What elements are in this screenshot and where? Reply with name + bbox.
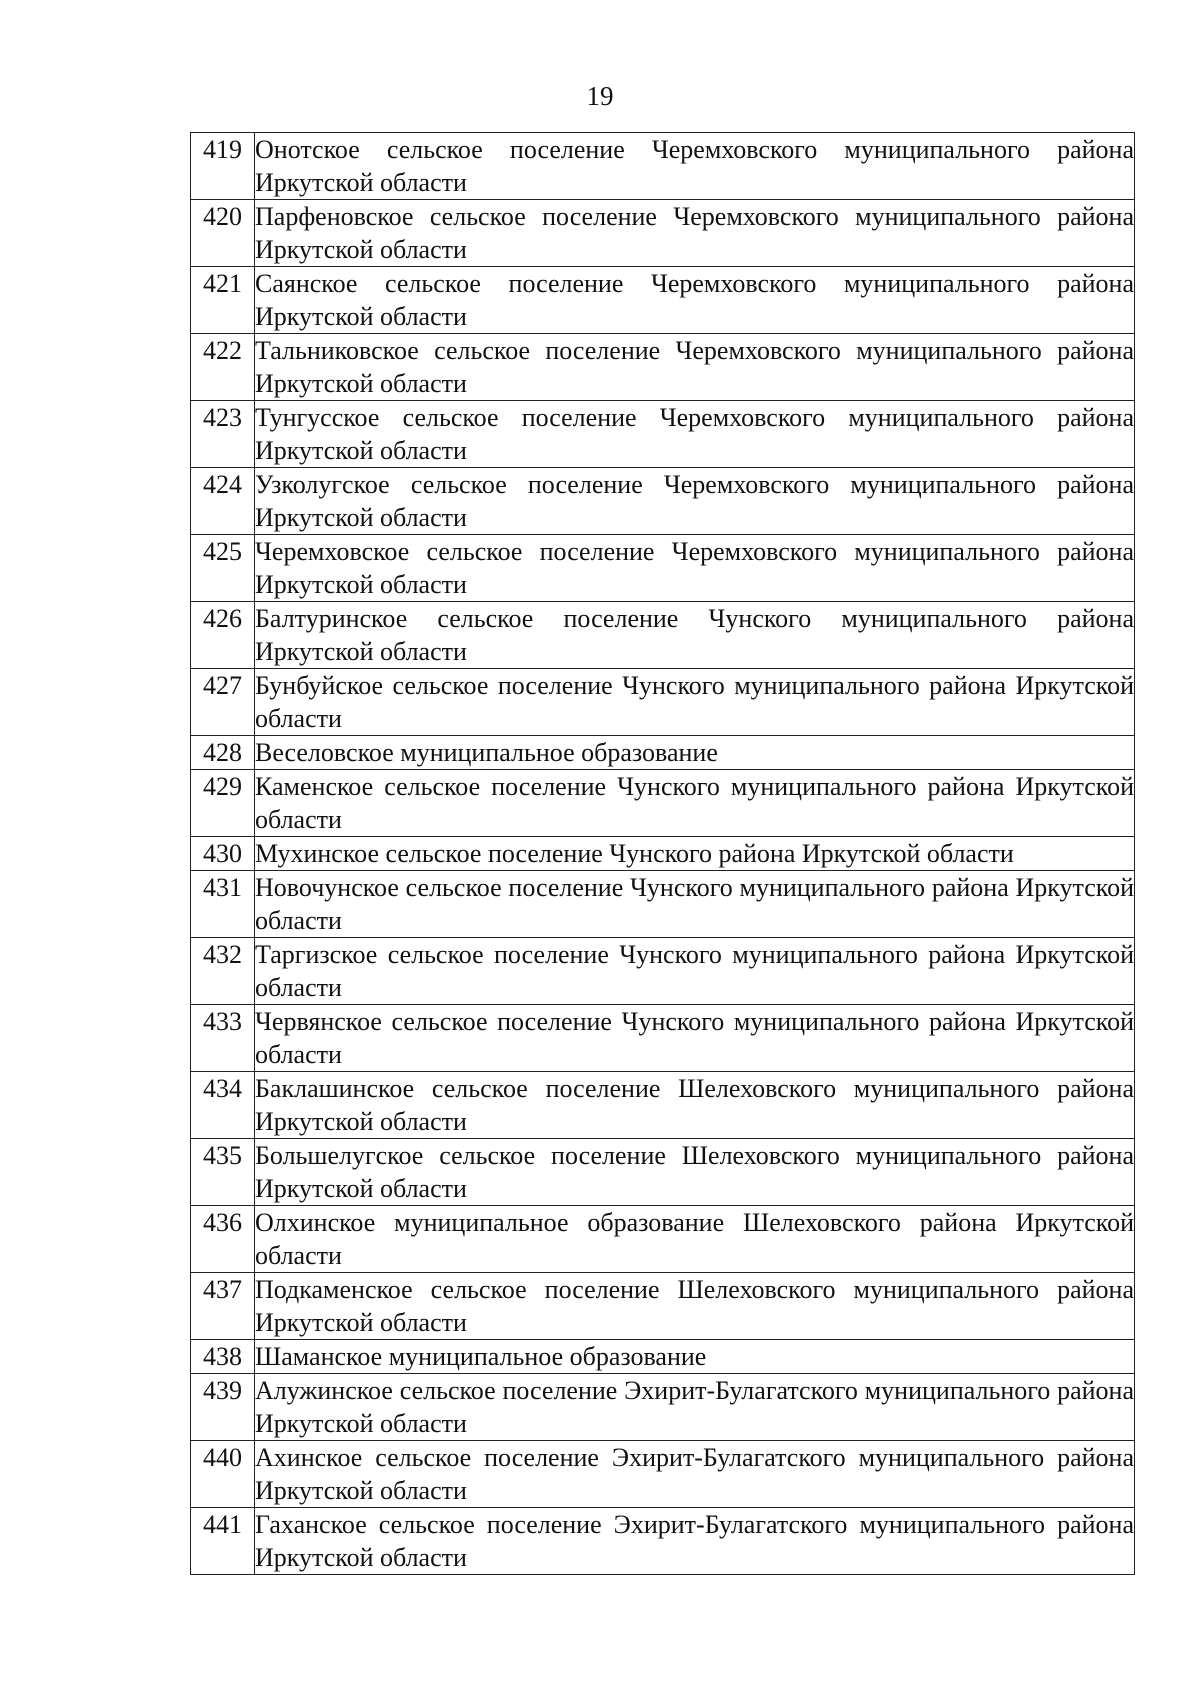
table-row bbox=[191, 1508, 1135, 1575]
table-row bbox=[191, 1441, 1135, 1508]
table-row bbox=[191, 1139, 1135, 1206]
municipality-name: Узколугское сельское поселение Черемховского муниципального района Иркутской области bbox=[255, 468, 1135, 535]
table-row bbox=[191, 267, 1135, 334]
municipality-name: Веселовское муниципальное образование bbox=[255, 736, 1135, 770]
municipality-name: Шаманское муниципальное образование bbox=[255, 1340, 1135, 1374]
municipality-name: Гаханское сельское поселение Эхирит-Булагатского муниципального района Иркутской области bbox=[255, 1508, 1135, 1575]
row-number: 437 bbox=[191, 1273, 255, 1340]
municipality-name: Баклашинское сельское поселение Шелеховского муниципального района Иркутской области bbox=[255, 1072, 1135, 1139]
table-row bbox=[191, 334, 1135, 401]
municipality-name: Подкаменское сельское поселение Шелеховского муниципального района Иркутской области bbox=[255, 1273, 1135, 1340]
municipality-name: Тальниковское сельское поселение Черемховского муниципального района Иркутской области bbox=[255, 334, 1135, 401]
row-number: 439 bbox=[191, 1374, 255, 1441]
row-number: 435 bbox=[191, 1139, 255, 1206]
municipality-name: Ахинское сельское поселение Эхирит-Булагатского муниципального района Иркутской области bbox=[255, 1441, 1135, 1508]
row-number: 421 bbox=[191, 267, 255, 334]
table-row bbox=[191, 938, 1135, 1005]
row-number: 425 bbox=[191, 535, 255, 602]
municipality-name: Парфеновское сельское поселение Черемховского муниципального района Иркутской области bbox=[255, 200, 1135, 267]
row-number: 423 bbox=[191, 401, 255, 468]
page-number: 19 bbox=[586, 81, 614, 111]
table-row bbox=[191, 200, 1135, 267]
row-number: 422 bbox=[191, 334, 255, 401]
row-number: 440 bbox=[191, 1441, 255, 1508]
row-number: 427 bbox=[191, 669, 255, 736]
table-row bbox=[191, 1273, 1135, 1340]
municipality-name: Каменское сельское поселение Чунского муниципального района Иркутской области bbox=[255, 770, 1135, 837]
row-number: 426 bbox=[191, 602, 255, 669]
table-row bbox=[191, 1206, 1135, 1273]
row-number: 438 bbox=[191, 1340, 255, 1374]
row-number: 429 bbox=[191, 770, 255, 837]
municipality-name: Тунгусское сельское поселение Черемховского муниципального района Иркутской области bbox=[255, 401, 1135, 468]
row-number: 441 bbox=[191, 1508, 255, 1575]
table-row bbox=[191, 770, 1135, 837]
row-number: 431 bbox=[191, 871, 255, 938]
municipality-name: Онотское сельское поселение Черемховского муниципального района Иркутской области bbox=[255, 133, 1135, 200]
row-number: 433 bbox=[191, 1005, 255, 1072]
row-number: 432 bbox=[191, 938, 255, 1005]
row-number: 430 bbox=[191, 837, 255, 871]
row-number: 419 bbox=[191, 133, 255, 200]
table-row bbox=[191, 1340, 1135, 1374]
municipality-name: Балтуринское сельское поселение Чунского муниципального района Иркутской области bbox=[255, 602, 1135, 669]
row-number: 428 bbox=[191, 736, 255, 770]
table-row bbox=[191, 1005, 1135, 1072]
row-number: 436 bbox=[191, 1206, 255, 1273]
municipality-name: Олхинское муниципальное образование Шелеховского района Иркутской области bbox=[255, 1206, 1135, 1273]
row-number: 420 bbox=[191, 200, 255, 267]
table-row bbox=[191, 1072, 1135, 1139]
municipality-name: Мухинское сельское поселение Чунского района Иркутской области bbox=[255, 837, 1135, 871]
municipality-name: Саянское сельское поселение Черемховского муниципального района Иркутской области bbox=[255, 267, 1135, 334]
municipalities-table bbox=[190, 132, 1135, 1575]
municipality-name: Таргизское сельское поселение Чунского муниципального района Иркутской области bbox=[255, 938, 1135, 1005]
table-row bbox=[191, 736, 1135, 770]
municipality-name: Бунбуйское сельское поселение Чунского муниципального района Иркутской области bbox=[255, 669, 1135, 736]
municipality-name: Черемховское сельское поселение Черемховского муниципального района Иркутской области bbox=[255, 535, 1135, 602]
table-row bbox=[191, 468, 1135, 535]
table-row bbox=[191, 133, 1135, 200]
row-number: 434 bbox=[191, 1072, 255, 1139]
municipality-name: Алужинское сельское поселение Эхирит-Булагатского муниципального района Иркутской области bbox=[255, 1374, 1135, 1441]
table-row bbox=[191, 602, 1135, 669]
table-row bbox=[191, 535, 1135, 602]
municipality-name: Большелугское сельское поселение Шелеховского муниципального района Иркутской области bbox=[255, 1139, 1135, 1206]
table-row bbox=[191, 1374, 1135, 1441]
table-row bbox=[191, 669, 1135, 736]
municipality-name: Новочунское сельское поселение Чунского муниципального района Иркутской области bbox=[255, 871, 1135, 938]
municipality-name: Червянское сельское поселение Чунского муниципального района Иркутской области bbox=[255, 1005, 1135, 1072]
table-row bbox=[191, 401, 1135, 468]
table-row bbox=[191, 837, 1135, 871]
row-number: 424 bbox=[191, 468, 255, 535]
table-row bbox=[191, 871, 1135, 938]
